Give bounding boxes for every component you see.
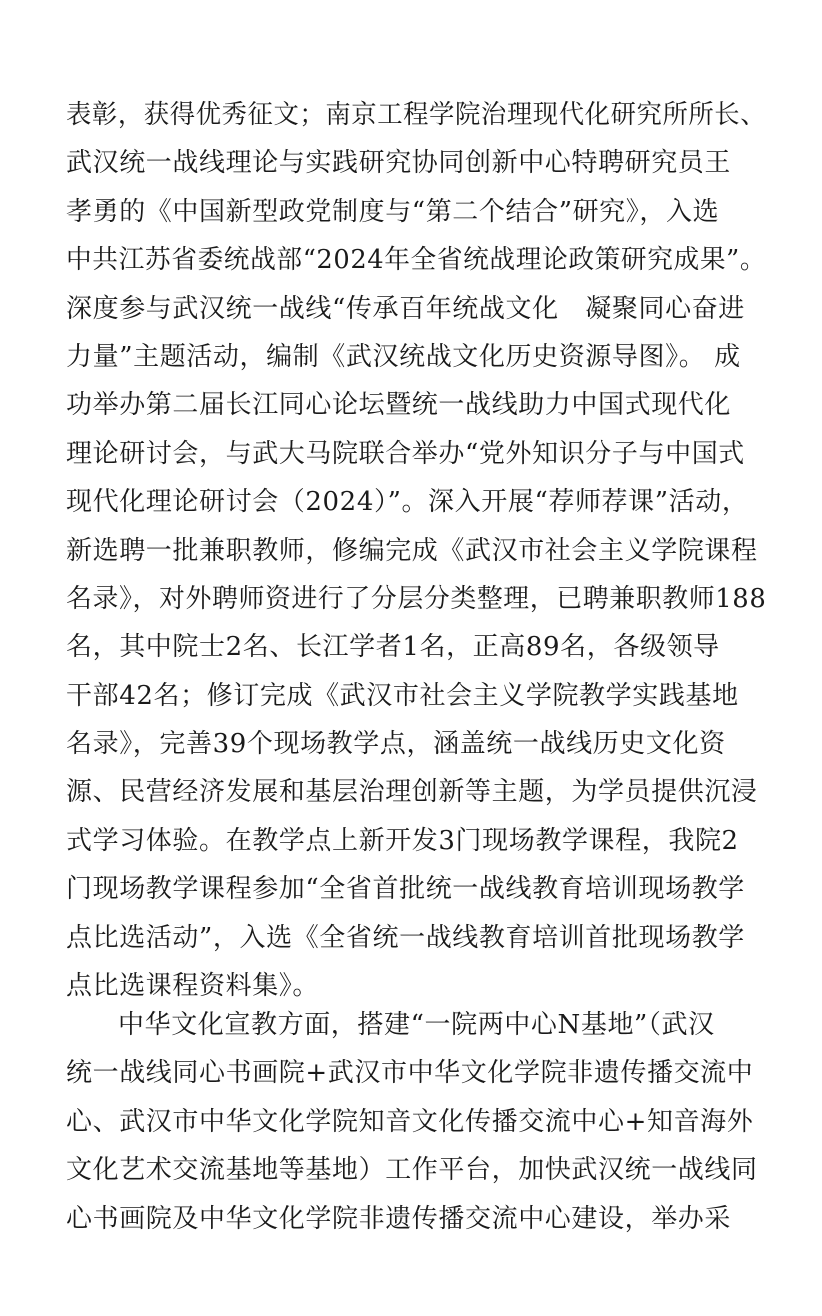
text-line: 武汉统一战线理论与实践研究协同创新中心特聘研究员王 [66, 148, 732, 179]
paragraph-culture-education [66, 1001, 766, 1243]
text-line: 名，其中院士2名、长江学者1名，正高89名，各级领导 [66, 632, 720, 663]
text-line: 源、民营经济发展和基层治理创新等主题，为学员提供沉浸 [66, 777, 758, 808]
text-line: 名录》，对外聘师资进行了分层分类整理，已聘兼职教师188 [66, 583, 767, 614]
text-line: 文化艺术交流基地等基地）工作平台，加快武汉统一战线同 [66, 1155, 758, 1186]
text-line: 力量”主题活动，编制《武汉统战文化历史资源导图》。 成 [66, 341, 741, 372]
text-line: 统一战线同心书画院+武汉市中华文化学院非遗传播交流中 [66, 1058, 754, 1089]
paragraph-research-teaching [66, 91, 766, 1010]
text-line: 门现场教学课程参加“全省首批统一战线教育培训现场教学 [66, 874, 745, 905]
text-line: 中华文化宣教方面，搭建“一院两中心N基地”（武汉 [118, 1010, 715, 1040]
text-line: 名录》，完善39个现场教学点，涵盖统一战线历史文化资 [66, 729, 726, 760]
text-line: 功举办第二届长江同心论坛暨统一战线助力中国式现代化 [66, 390, 732, 421]
text-line: 中共江苏省委统战部“2024年全省统战理论政策研究成果”。 [66, 245, 767, 276]
text-line: 干部42名；修订完成《武汉市社会主义学院教学实践基地 [66, 680, 739, 711]
text-line: 表彰，获得优秀征文；南京工程学院治理现代化研究所所长、 [66, 100, 767, 130]
text-line: 孝勇的《中国新型政党制度与“第二个结合”研究》，入选 [66, 196, 720, 227]
text-line: 心书画院及中华文化学院非遗传播交流中心建设，举办采 [66, 1203, 732, 1234]
text-line: 点比选活动”，入选《全省统一战线教育培训首批现场教学 [66, 922, 745, 953]
text-line: 式学习体验。在教学点上新开发3门现场教学课程，我院2 [66, 825, 739, 856]
text-line: 新选聘一批兼职教师，修编完成《武汉市社会主义学院课程 [66, 535, 758, 566]
text-line: 心、武汉市中华文化学院知音文化传播交流中心+知音海外 [66, 1106, 754, 1137]
text-line: 理论研讨会，与武大马院联合举办“党外知识分子与中国式 [66, 438, 745, 469]
text-line: 现代化理论研讨会（2024）”。深入开展“荐师荐课”活动， [66, 487, 749, 518]
text-line: 深度参与武汉统一战线“传承百年统战文化 凝聚同心奋进 [66, 293, 745, 324]
text-line: 点比选课程资料集》。 [66, 971, 320, 1002]
